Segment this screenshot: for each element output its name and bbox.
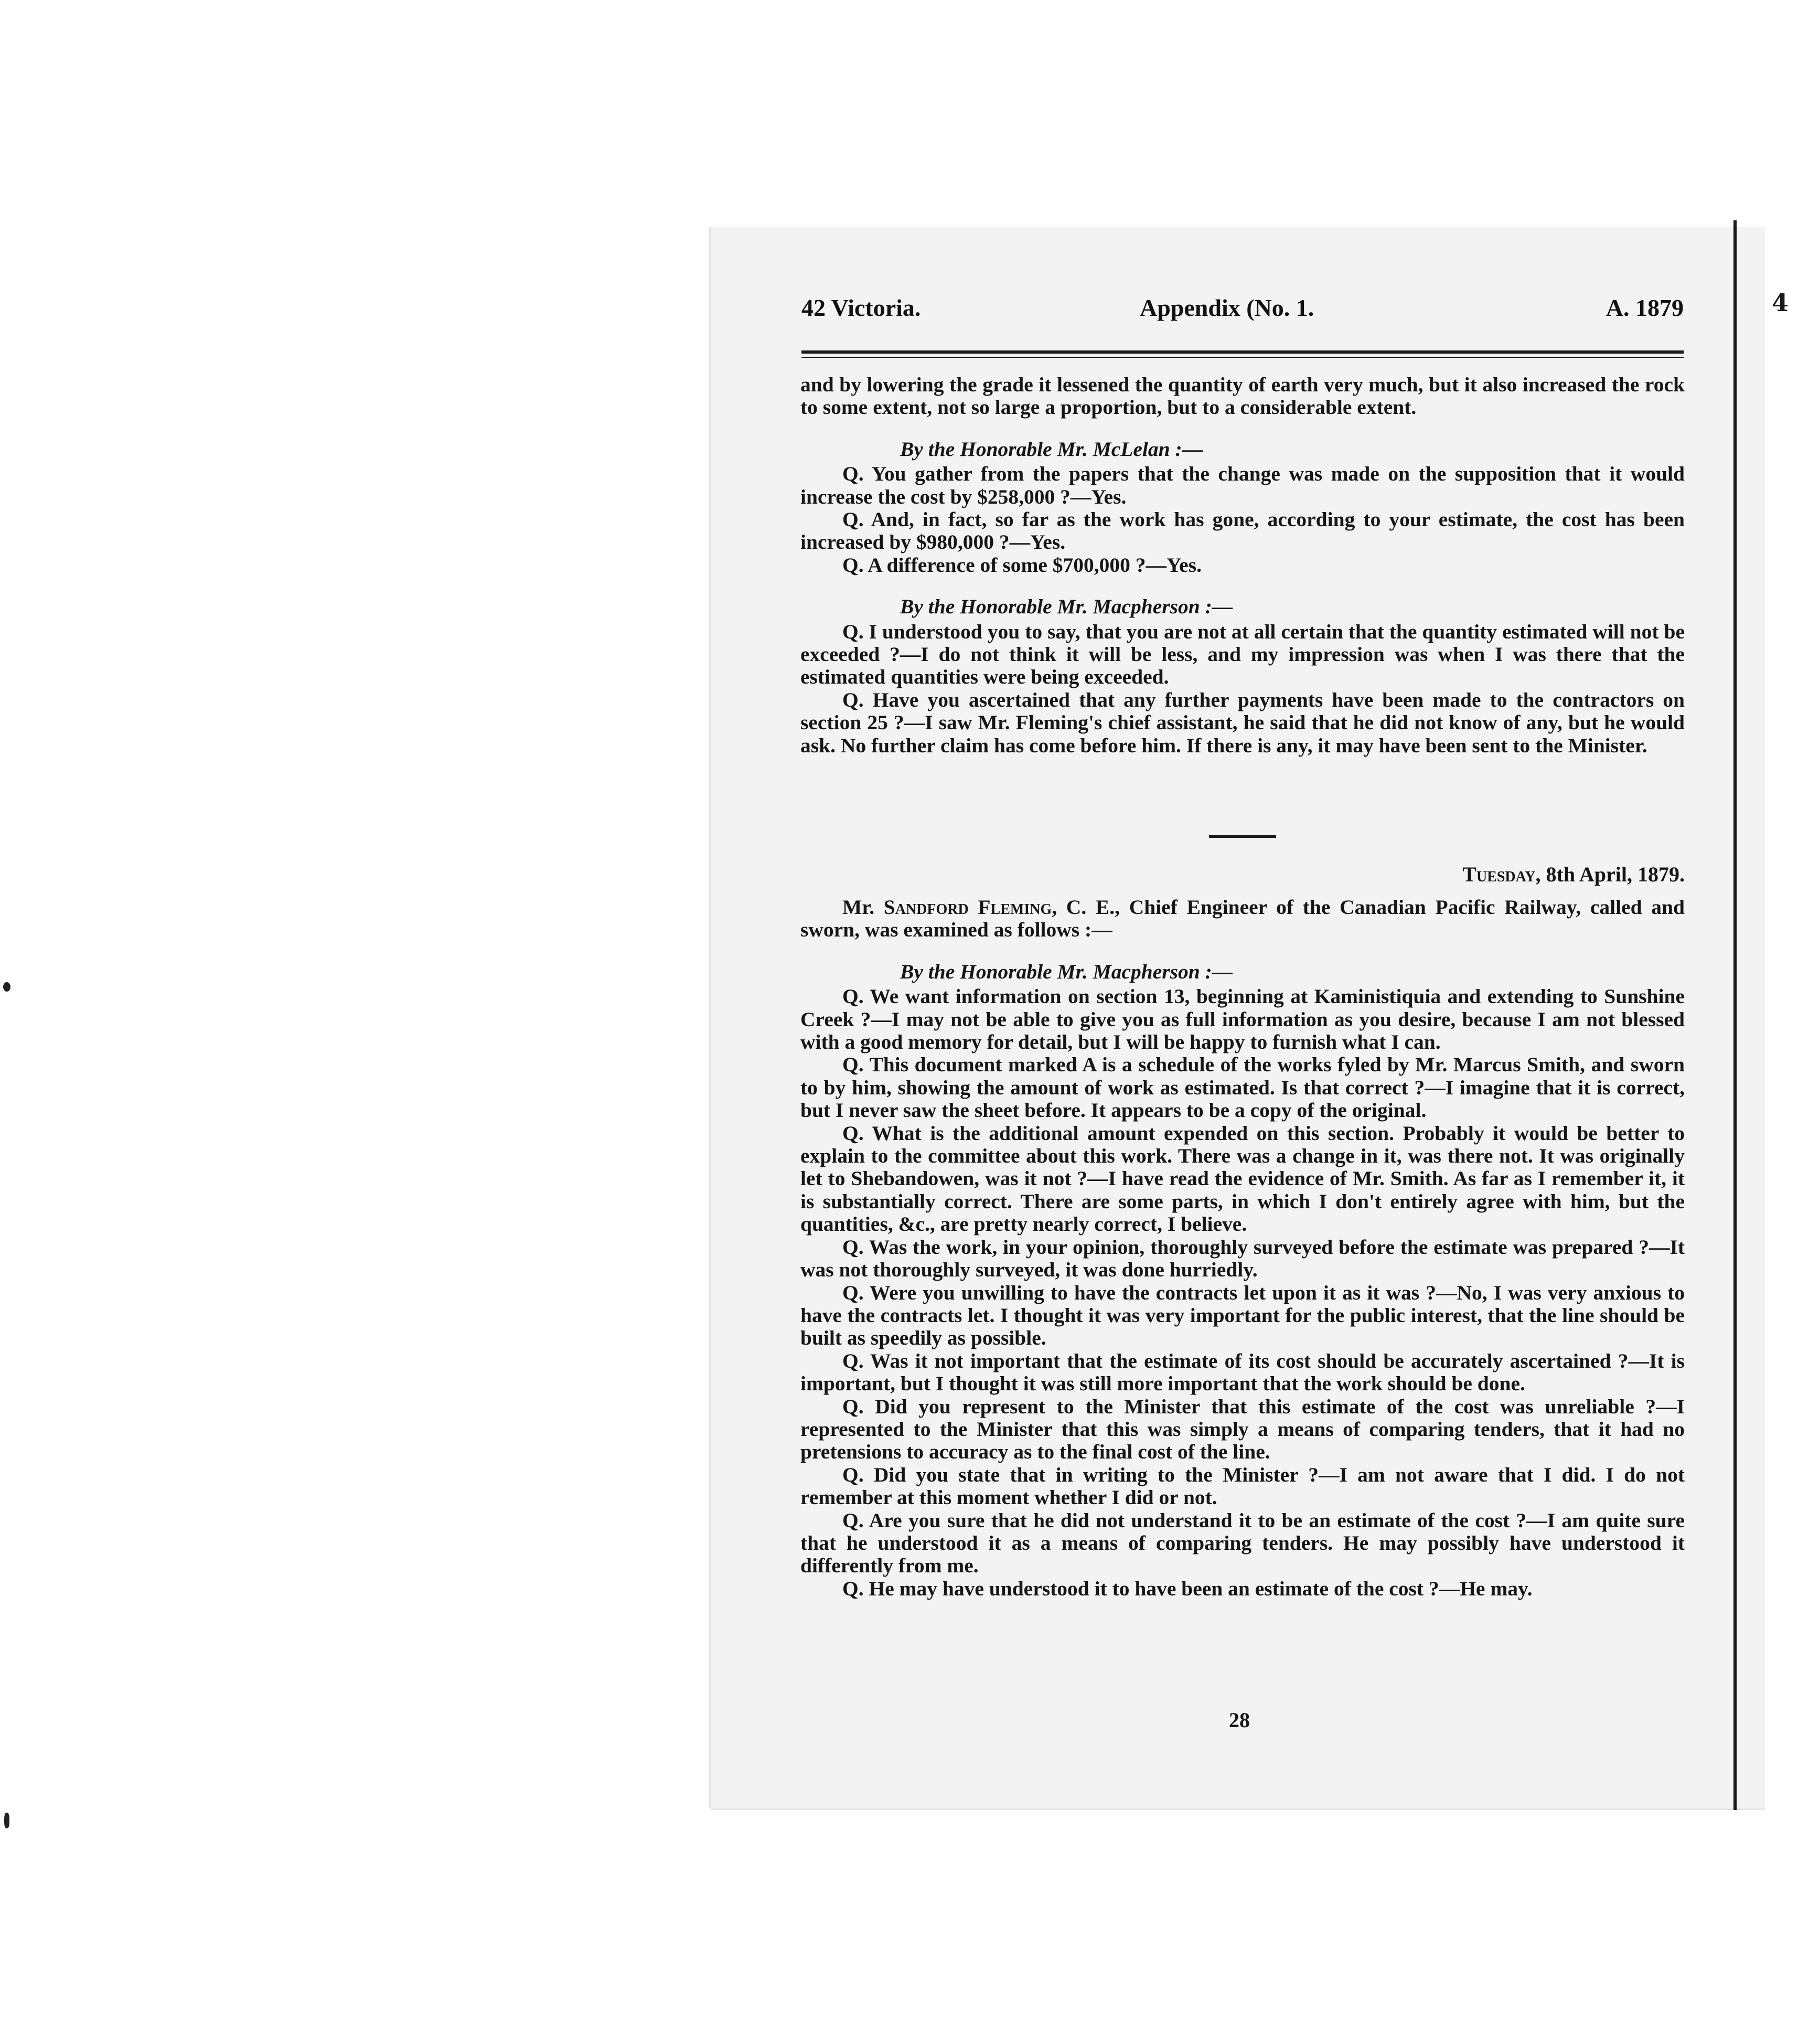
adjacent-page-edge [1733,220,1758,1810]
speaker-heading: By the Honorable Mr. Macpherson :— [900,595,1233,619]
qa-paragraph: Q. Are you sure that he did not understand it to be an estimate of the cost ?—I am quite sure that he understood it as a means of comparing tenders. He may possibly have understood it differently from me. [800,1508,1685,1578]
continuation-paragraph: and by lowering the grade it lessened the quantity of earth very much, but it also increased the rock to some extent, not so large a proportion, but to a considerable extent. [800,373,1685,419]
witness-rest: , C. E., Chief Engineer of the Canadian Pacific Railway, called and sworn, was examined as follows :— [800,896,1685,942]
header-center: Appendix (No. 1. [1140,294,1314,321]
qa-paragraph: Q. And, in fact, so far as the work has gone, according to your estimate, the cost has been increased by $980,000 ?—Yes. [800,508,1685,554]
scan-speck [3,982,10,992]
scan-speck [4,1813,9,1828]
date-weekday: Tuesday [1462,863,1536,886]
speaker-heading: By the Honorable Mr. Macpherson :— [900,960,1233,983]
qa-paragraph: Q. You gather from the papers that the change was made on the supposition that it would increase the cost by $258,000 ?—Yes. [800,462,1685,508]
header-rule-thick [801,350,1684,354]
qa-paragraph: Q. He may have understood it to have been an estimate of the cost ?—He may. [842,1577,1533,1600]
running-header [801,294,1684,331]
date-rest: , 8th April, 1879. [1535,863,1685,886]
qa-paragraph: Q. Have you ascertained that any further payments have been made to the contractors on section 25 ?—I saw Mr. Fleming's chief assistant, he said that he did not know of any, but he would ask. No further claim has come before him. If there is any, it may have been sent to the Minister. [800,688,1685,757]
qa-paragraph: Q. Did you represent to the Minister that this estimate of the cost was unreliable ?—I represented to the Minister that this was simply a means of comparing tenders, that it had no pretensions to accuracy as to the final cost of the line. [800,1394,1685,1464]
qa-paragraph: Q. We want information on section 13, beginning at Kaministiquia and extending to Sunshine Creek ?—I may not be able to give you as full information as you desire, because I am not blessed with a good memory for detail, but I will be happy to furnish what I can. [800,985,1685,1054]
adjacent-page-fragment: 4 [1772,289,1789,317]
witness-name: Sandford Fleming [883,896,1052,919]
header-rule-thin [801,357,1684,358]
qa-paragraph: Q. Was the work, in your opinion, thoroughly surveyed before the estimate was prepared ?—It was not thoroughly surveyed, it was done hurriedly. [800,1235,1685,1282]
body-top [800,374,1685,757]
header-right: A. 1879 [1606,294,1684,321]
qa-paragraph: Q. Were you unwilling to have the contracts let upon it as it was ?—No, I was very anxious to have the contracts let. I thought it was very important for the public interest, that the line should be built as speedily as possible. [800,1281,1685,1350]
page-number: 28 [1229,1708,1250,1732]
qa-paragraph: Q. This document marked A is a schedule of the works fyled by Mr. Marcus Smith, and sworn to by him, showing the amount of work as estimated. Is that correct ?—I imagine that it is correct, but I never saw the sheet before. It appears to be a copy of the original. [800,1053,1685,1122]
qa-paragraph: Q. What is the additional amount expended on this section. Probably it would be better to explain to the committee about this work. There was a change in it, was there not. It was originally let to Shebandowen, was it not ?—I have read the evidence of Mr. Smith. As far as I remember it, it is substantially correct. There are some parts, in which I don't entirely agree with him, but the quantities, &c., are pretty nearly correct, I believe. [800,1121,1685,1236]
section-divider [1209,835,1276,838]
qa-paragraph: Q. Was it not important that the estimate of its cost should be accurately ascertained ?—It is important, but I thought it was still more important that the work should be done. [800,1349,1685,1396]
body-bottom [800,896,1685,1600]
witness-prefix: Mr. [842,896,884,919]
qa-paragraph: Q. A difference of some $700,000 ?—Yes. [842,553,1202,577]
qa-paragraph: Q. Did you state that in writing to the Minister ?—I am not aware that I did. I do not remember at this moment whether I did or not. [800,1463,1685,1509]
speaker-heading: By the Honorable Mr. McLelan :— [900,437,1203,461]
session-date [800,862,1685,887]
witness-paragraph [800,896,1685,942]
qa-paragraph: Q. I understood you to say, that you are not at all certain that the quantity estimated will not be exceeded ?—I do not think it will be less, and my impression was when I was there that the estimated quantities were being exceeded. [800,620,1685,689]
scan-margin [0,0,8,2044]
header-left: 42 Victoria. [801,294,921,321]
